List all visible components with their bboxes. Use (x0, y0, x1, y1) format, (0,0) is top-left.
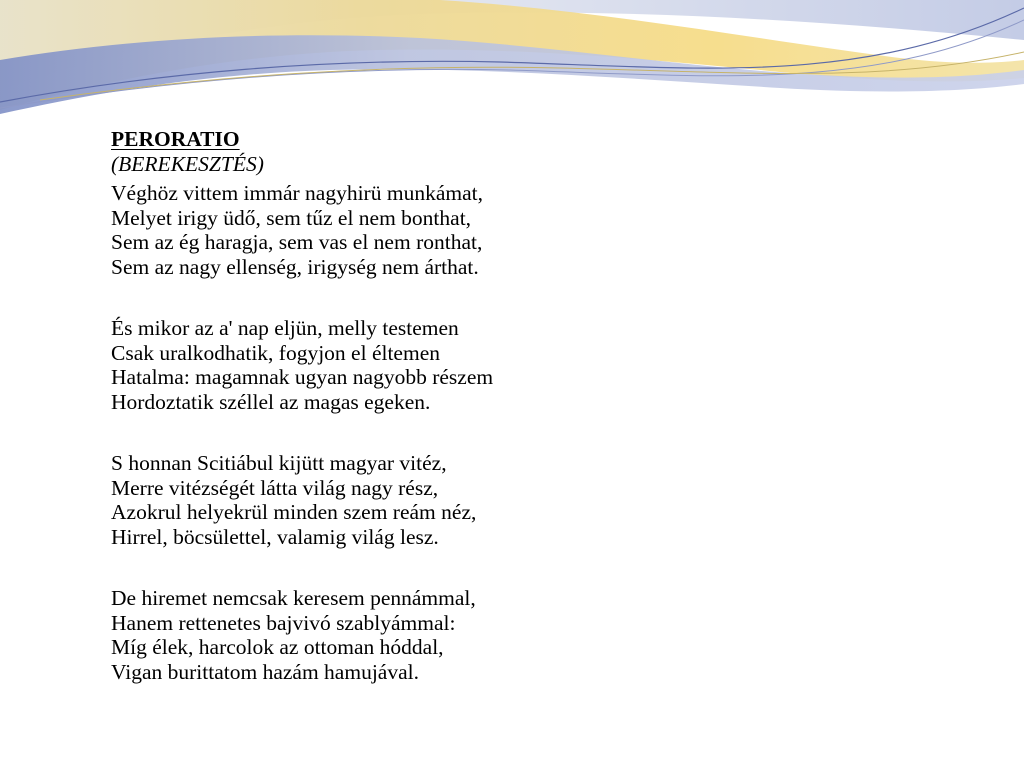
poem-line: Sem az nagy ellenség, irigység nem árthat. (111, 254, 479, 279)
stanza-4 (111, 586, 811, 684)
poem-line: És mikor az a' nap eljün, melly testemen (111, 316, 459, 340)
poem-content (111, 127, 811, 684)
poem-line: Véghöz vittem immár nagyhirü munkámat, (111, 181, 483, 205)
poem-line: Míg élek, harcolok az ottoman hóddal, (111, 635, 444, 659)
poem-line: Csak uralkodhatik, fogyjon el éltemen (111, 340, 440, 365)
poem-line: Hirrel, böcsülettel, valamig világ lesz. (111, 524, 439, 549)
poem-line: Azokrul helyekrül minden szem reám néz, (111, 500, 477, 524)
poem-title: PERORATIO (111, 127, 240, 151)
poem-subtitle: (BEREKESZTÉS) (111, 151, 264, 176)
poem-line: Melyet irigy üdő, sem tűz el nem bonthat, (111, 205, 472, 230)
poem-line: S honnan Scitiábul kijütt magyar vitéz, (111, 451, 447, 475)
stanza-1 (111, 181, 811, 279)
poem-line: Hatalma: magamnak ugyan nagyobb részem (111, 365, 494, 389)
poem-line: Merre vitézségét látta világ nagy rész, (111, 475, 439, 500)
poem-line: Sem az ég haragja, sem vas el nem ronthat, (111, 230, 483, 254)
stanza-3 (111, 451, 811, 549)
poem-line: De hiremet nemcsak keresem pennámmal, (111, 586, 476, 610)
poem-line: Vigan burittatom hazám hamujával. (111, 659, 419, 684)
poem-line: Hordoztatik széllel az magas egeken. (111, 389, 431, 414)
stanza-2 (111, 316, 811, 414)
poem-line: Hanem rettenetes bajvivó szablyámmal: (111, 610, 456, 635)
header-wave-decoration (0, 0, 1024, 130)
